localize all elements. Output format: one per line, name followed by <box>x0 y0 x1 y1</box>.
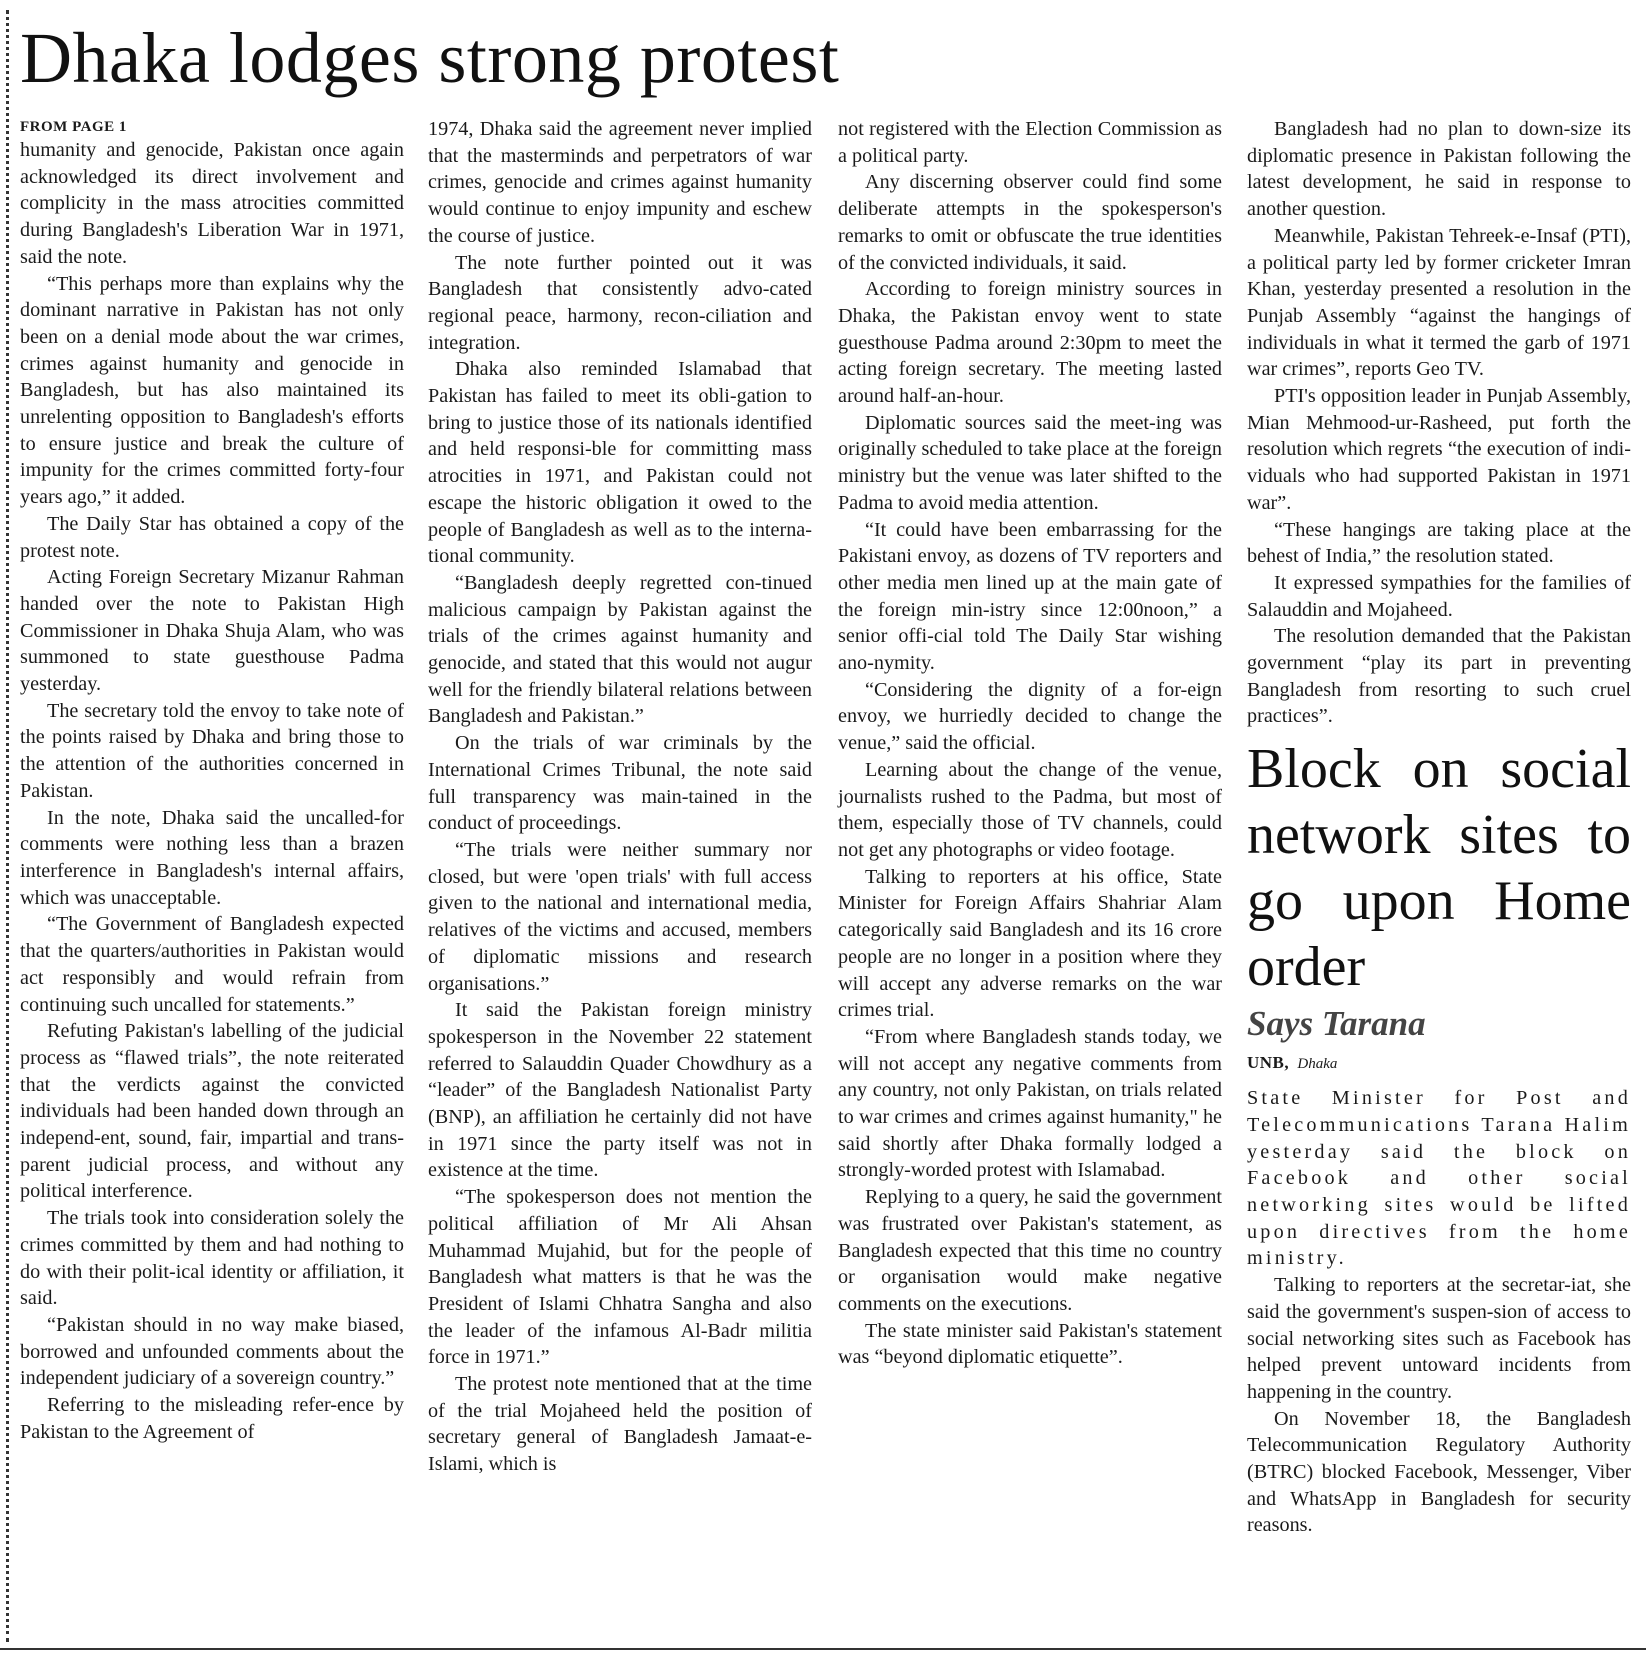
paragraph: The resolution demanded that the Pakistan government “play its part in preventing Bangladesh from resorting to such cruel practices”. <box>1247 625 1631 728</box>
paragraph: The secretary told the envoy to take note of the points raised by Dhaka and bring those to the attention of the authorities concerned in Pakistan. <box>20 699 404 802</box>
paragraph: It said the Pakistan foreign ministry spokesperson in the November 22 statement referred to Salauddin Quader Chowdhury as a “leader” of the Bangladesh Nationalist Party (BNP), an affiliation he certainly did not have in 1971 since the party itself was not in existence at the time. <box>428 999 812 1182</box>
paragraph: “From where Bangladesh stands today, we will not accept any negative comments from any country, not only Pakistan, on trials related to war crimes and crimes against humanity," he said shortly after Dhaka formally lodged a strongly-worded protest with Islamabad. <box>838 1025 1222 1182</box>
article-column-1 <box>20 116 404 1445</box>
paragraph: Bangladesh had no plan to down-size its diplomatic presence in Pakistan following the latest development, he said in response to another question. <box>1247 118 1631 221</box>
paragraph: 1974, Dhaka said the agreement never implied that the masterminds and perpetrators of war crimes, genocide and crimes against humanity would continue to enjoy impunity and eschew the course of justice. <box>428 118 812 247</box>
paragraph: Meanwhile, Pakistan Tehreek-e-Insaf (PTI), a political party led by former cricketer Imran Khan, yesterday presented a resolution in the Punjab Assembly “against the hangings of individuals in what it termed the garb of 1971 war crimes”, reports Geo TV. <box>1247 224 1631 381</box>
paragraph: “The Government of Bangladesh expected that the quarters/authorities in Pakistan would act responsibly and would refrain from continuing such uncalled for statements.” <box>20 913 404 1016</box>
paragraph: Referring to the misleading refer-ence by Pakistan to the Agreement of <box>20 1394 404 1443</box>
paragraph: Any discerning observer could find some deliberate attempts in the spokesperson's remarks to omit or obfuscate the true identities of the convicted individuals, it said. <box>838 171 1222 274</box>
paragraph: On the trials of war criminals by the International Crimes Tribunal, the note said full transparency was main-tained in the conduct of proceedings. <box>428 732 812 835</box>
paragraph: Dhaka also reminded Islamabad that Pakistan has failed to meet its obli-gation to bring to justice those of its nationals identified and held responsi-ble for committing mass atrocities in 1971, and Pakistan could not escape the historic obligation it owed to the people of Bangladesh as well as to the interna-tional community. <box>428 358 812 568</box>
paragraph: State Minister for Post and Telecommunications Tarana Halim yesterday said the block on Facebook and other social networking sites would be lifted upon directives from the home ministry. <box>1247 1087 1631 1270</box>
paragraph: Talking to reporters at the secretar-iat, she said the government's suspen-sion of access to social networking sites such as Facebook has helped prevent untoward incidents from happening in the country. <box>1247 1274 1631 1403</box>
paragraph: not registered with the Election Commission as a political party. <box>838 118 1222 167</box>
byline-place: Dhaka <box>1297 1056 1338 1073</box>
paragraph: The protest note mentioned that at the time of the trial Mojaheed held the position of secretary general of Bangladesh Jamaat-e-Islami, which is <box>428 1373 812 1476</box>
paragraph: “The spokesperson does not mention the political affiliation of Mr Ali Ahsan Muhammad Mujahid, but for the people of Bangladesh what matters is that he was the President of Islami Chhatra Sangha and also the leader of the infamous Al-Badr militia force in 1971.” <box>428 1186 812 1369</box>
dotted-margin-rule <box>6 10 9 1642</box>
paragraph: The note further pointed out it was Bangladesh that consistently advo-cated regional peace, harmony, recon-ciliation and integration. <box>428 251 812 354</box>
article-column-4 <box>1247 116 1631 1539</box>
paragraph: humanity and genocide, Pakistan once again acknowledged its direct involvement and complicity in the mass atrocities committed during Bangladesh's Liberation War in 1971, said the note. <box>20 139 404 268</box>
paragraph: “This perhaps more than explains why the dominant narrative in Pakistan has not only been on a denial mode about the war crimes, crimes against humanity and genocide in Bangladesh, but has also maintained its unrelenting opposition to Bangladesh's efforts to ensure justice and break the culture of impunity for the crimes committed forty-four years ago,” it added. <box>20 272 404 509</box>
paragraph: Diplomatic sources said the meet-ing was originally scheduled to take place at the foreign ministry but the venue was later shifted to the Padma to avoid media attention. <box>838 411 1222 514</box>
paragraph: On November 18, the Bangladesh Telecommunication Regulatory Authority (BTRC) blocked Facebook, Messenger, Viber and WhatsApp in Bangladesh for security reasons. <box>1247 1407 1631 1537</box>
bottom-rule <box>0 1648 1646 1650</box>
paragraph: According to foreign ministry sources in Dhaka, the Pakistan envoy went to state guesthouse Padma around 2:30pm to meet the acting foreign secretary. The meeting lasted around half-an-hour. <box>838 278 1222 408</box>
second-story-deck: Says Tarana <box>1247 1004 1426 1044</box>
paragraph: Acting Foreign Secretary Mizanur Rahman handed over the note to Pakistan High Commissioner in Dhaka Shuja Alam, who was summoned to state guesthouse Padma yesterday. <box>20 566 404 696</box>
paragraph: The state minister said Pakistan's statement was “beyond diplomatic etiquette”. <box>838 1319 1222 1369</box>
paragraph: PTI's opposition leader in Punjab Assembly, Mian Mehmood-ur-Rasheed, put forth the resolution which regrets “the execution of indi-viduals who had supported Pakistan in 1971 war”. <box>1247 385 1631 514</box>
paragraph: In the note, Dhaka said the uncalled-for comments were nothing less than a brazen interference in Bangladesh's internal affairs, which was unacceptable. <box>20 806 404 909</box>
paragraph: “The trials were neither summary nor closed, but were 'open trials' with full access given to the national and international media, relatives of the victims and accused, members of diplomatic missions and research organisations.” <box>428 838 812 995</box>
paragraph: Replying to a query, he said the government was frustrated over Pakistan's statement, as Bangladesh expected that this time no country or organisation would make negative comments on the executions. <box>838 1186 1222 1315</box>
paragraph: “Pakistan should in no way make biased, borrowed and unfounded comments about the independent judiciary of a sovereign country.” <box>20 1313 404 1390</box>
paragraph: The Daily Star has obtained a copy of the protest note. <box>20 512 404 562</box>
byline <box>1247 1052 1631 1075</box>
article-column-2 <box>428 116 812 1478</box>
main-headline: Dhaka lodges strong protest <box>20 18 840 98</box>
paragraph: “These hangings are taking place at the behest of India,” the resolution stated. <box>1247 518 1631 568</box>
article-column-3 <box>838 116 1222 1371</box>
second-story-headline: Block on social network sites to go upon Home order <box>1247 738 1631 999</box>
paragraph: The trials took into consideration solely the crimes committed by them and had nothing to do with their polit-ical identity or affiliation, it said. <box>20 1207 404 1310</box>
paragraph: Talking to reporters at his office, State Minister for Foreign Affairs Shahriar Alam categorically said Bangladesh and its 16 crore people are no longer in a position where they will accept any adverse remarks on the war crimes trial. <box>838 865 1222 1022</box>
paragraph: Refuting Pakistan's labelling of the judicial process as “flawed trials”, the note reiterated that the verdicts against the convicted individuals had been handed down through an independ-ent, sound, fair, impartial and trans-parent judicial process, and without any political interference. <box>20 1020 404 1203</box>
byline-agency: UNB, <box>1247 1053 1290 1073</box>
paragraph: It expressed sympathies for the families of Salauddin and Mojaheed. <box>1247 571 1631 621</box>
jump-label: FROM PAGE 1 <box>20 119 127 135</box>
paragraph: “Considering the dignity of a for-eign envoy, we hurriedly decided to change the venue,” said the official. <box>838 678 1222 755</box>
paragraph: “It could have been embarrassing for the Pakistani envoy, as dozens of TV reporters and other media men lined up at the main gate of the foreign min-istry since 12:00noon,” a senior offi-cial told The Daily Star wishing ano-nymity. <box>838 518 1222 675</box>
paragraph: “Bangladesh deeply regretted con-tinued malicious campaign by Pakistan against the trials of the crimes against humanity and genocide, and stated that this would not augur well for the friendly bilateral relations between Bangladesh and Pakistan.” <box>428 571 812 728</box>
paragraph: Learning about the change of the venue, journalists rushed to the Padma, but most of them, especially those of TV channels, could not get any photographs or video footage. <box>838 758 1222 861</box>
